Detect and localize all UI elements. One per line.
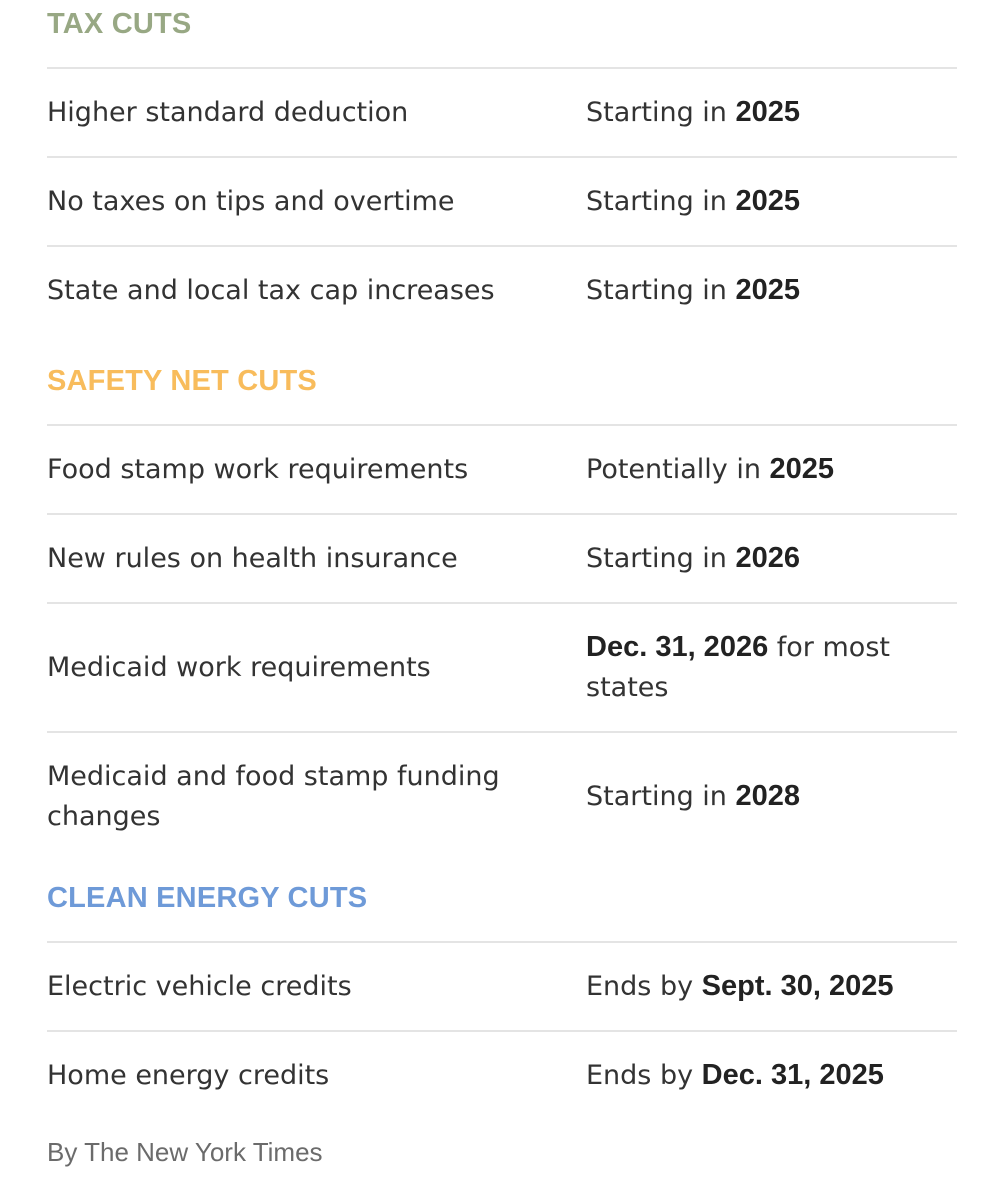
- timing-prefix: Starting in: [586, 543, 736, 574]
- row-timing: [586, 92, 957, 133]
- section-heading-safety-net-cuts: SAFETY NET CUTS: [47, 365, 317, 397]
- table-row: [47, 247, 957, 334]
- table-row: [47, 158, 957, 247]
- timing-date: 2025: [769, 453, 835, 485]
- table-row: [47, 1032, 957, 1119]
- row-label: Electric vehicle credits: [47, 970, 352, 1002]
- row-timing: [586, 966, 957, 1007]
- timing-date: 2025: [735, 185, 801, 217]
- timing-date: Sept. 30, 2025: [701, 970, 894, 1002]
- section-heading-tax-cuts: TAX CUTS: [47, 8, 192, 40]
- timing-prefix: Ends by: [586, 1060, 702, 1091]
- timing-prefix: Starting in: [586, 186, 736, 217]
- table-row: [47, 515, 957, 604]
- timing-prefix: Ends by: [586, 971, 702, 1002]
- timing-prefix: Starting in: [586, 97, 736, 128]
- row-label: Medicaid and food stamp funding changes: [47, 760, 500, 832]
- row-timing: [586, 449, 957, 490]
- timing-prefix: Starting in: [586, 275, 736, 306]
- table-row: [47, 426, 957, 515]
- row-label: Higher standard deduction: [47, 96, 409, 128]
- timing-date: 2028: [735, 780, 801, 812]
- timing-date: 2025: [735, 96, 801, 128]
- row-timing: [586, 181, 957, 222]
- table-row: [47, 69, 957, 158]
- row-timing: [586, 270, 957, 311]
- row-timing: [586, 538, 957, 579]
- timing-date: Dec. 31, 2026: [586, 631, 769, 663]
- timing-suffix: for most states: [586, 632, 890, 703]
- timing-date: 2025: [735, 274, 801, 306]
- timeline-table: [47, 0, 957, 1168]
- clean-energy-cuts-rows: [47, 941, 957, 1119]
- timing-prefix: Starting in: [586, 781, 736, 812]
- row-timing: [586, 627, 957, 708]
- timing-date: 2026: [735, 542, 801, 574]
- table-row: [47, 604, 957, 733]
- row-label: Home energy credits: [47, 1059, 330, 1091]
- source-credit: By The New York Times: [47, 1137, 323, 1167]
- table-row: [47, 943, 957, 1032]
- row-label: New rules on health insurance: [47, 542, 458, 574]
- row-timing: [586, 1055, 957, 1096]
- timing-prefix: Potentially in: [586, 454, 770, 485]
- row-label: State and local tax cap increases: [47, 274, 495, 306]
- section-heading-clean-energy-cuts: CLEAN ENERGY CUTS: [47, 882, 368, 914]
- table-row: [47, 733, 957, 860]
- row-label: Medicaid work requirements: [47, 651, 431, 683]
- row-label: Food stamp work requirements: [47, 453, 469, 485]
- row-timing: [586, 776, 957, 817]
- row-label: No taxes on tips and overtime: [47, 185, 455, 217]
- safety-net-cuts-rows: [47, 424, 957, 860]
- timing-date: Dec. 31, 2025: [701, 1059, 884, 1091]
- tax-cuts-rows: [47, 67, 957, 334]
